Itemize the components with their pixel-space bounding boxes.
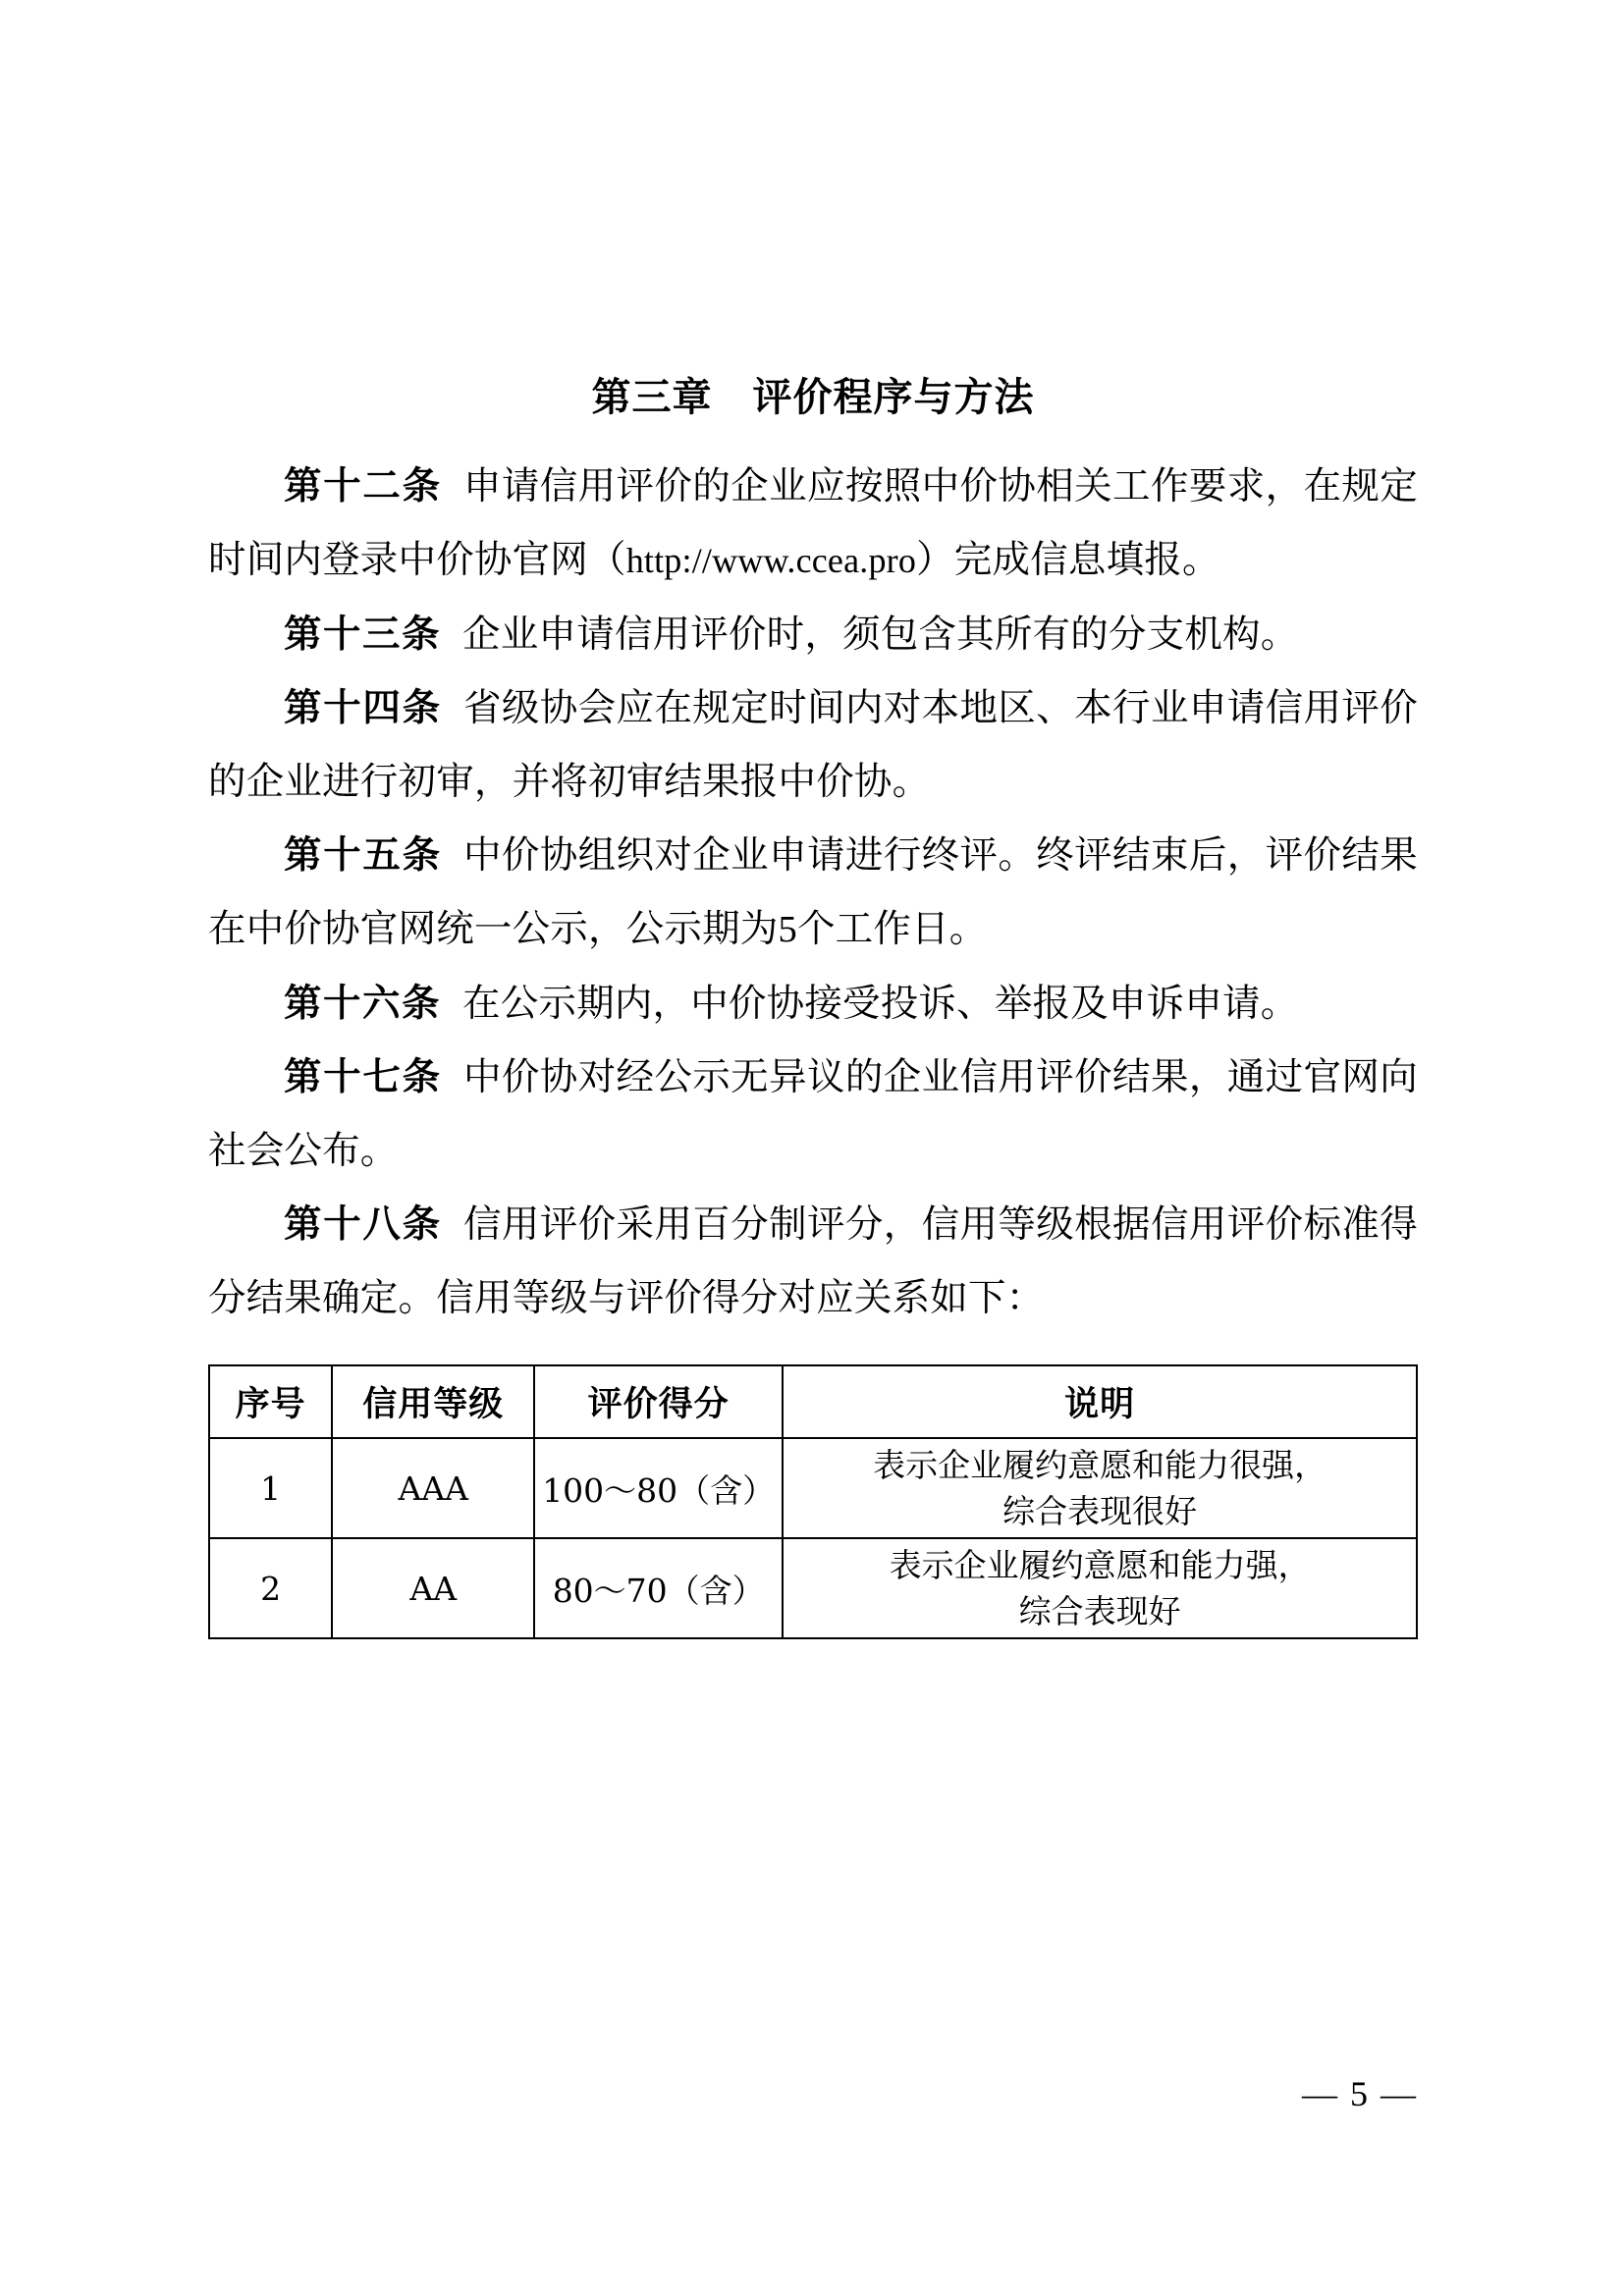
article-paragraph-17 [208,1041,1418,1188]
article-label-17: 第十七条 [284,1056,442,1098]
article-13-body: 企业申请信用评价时，须包含其所有的分支机构。 [462,613,1299,657]
cell-desc-line2: 综合表现很好 [1002,1492,1198,1530]
cell-no: 1 [209,1438,332,1538]
table-body [209,1438,1417,1638]
article-18-body: 信用评价采用百分制评分，信用等级根据信用评价标准得分结果确定。信用等级与评价得分对应关系如下： [208,1202,1418,1320]
article-paragraph-16 [208,967,1418,1041]
column-header-desc: 说明 [783,1365,1417,1438]
cell-desc-line1: 表示企业履约意愿和能力强， [889,1546,1311,1584]
article-label-15: 第十五条 [284,834,442,877]
table-header [209,1365,1417,1438]
cell-desc [783,1538,1417,1638]
page-number: — 5 — [1302,2074,1418,2113]
article-15-body-part2: 个工作日。 [796,907,988,951]
article-label-12: 第十二条 [284,465,442,507]
article-label-14: 第十四条 [284,687,442,729]
cell-score: 100～80（含） [534,1438,783,1538]
column-header-no: 序号 [209,1365,332,1438]
column-header-grade: 信用等级 [332,1365,534,1438]
ccea-url: http://www.ccea.pro [625,541,917,580]
cell-score: 80～70（含） [534,1538,783,1638]
article-paragraph-12 [208,450,1418,598]
article-label-18: 第十八条 [284,1203,442,1246]
article-12-text-after-url: ）完成信息填报。 [916,538,1220,582]
article-label-13: 第十三条 [284,614,442,656]
page-content [208,371,1418,1639]
cell-grade: AAA [332,1438,534,1538]
article-paragraph-14 [208,671,1418,819]
article-14-body: 省级协会应在规定时间内对本地区、本行业申请信用评价的企业进行初审，并将初审结果报中价协。 [208,686,1418,804]
article-label-16: 第十六条 [284,983,442,1025]
article-16-body: 在公示期内，中价协接受投诉、举报及申诉申请。 [462,982,1299,1026]
cell-desc-line2: 综合表现好 [1018,1592,1181,1630]
article-paragraph-13 [208,598,1418,671]
article-17-body: 中价协对经公示无异议的企业信用评价结果，通过官网向社会公布。 [208,1055,1418,1173]
cell-no: 2 [209,1538,332,1638]
column-header-score: 评价得分 [534,1365,783,1438]
table-row [209,1438,1417,1538]
credit-grade-table [208,1364,1418,1639]
table-row [209,1538,1417,1638]
cell-desc-line1: 表示企业履约意愿和能力很强， [873,1446,1327,1484]
table-header-row [209,1365,1417,1438]
cell-grade: AA [332,1538,534,1638]
cell-desc [783,1438,1417,1538]
chapter-title: 第三章 评价程序与方法 [591,376,1035,419]
article-paragraph-15 [208,819,1418,967]
publicity-period-days: 5 [778,909,797,950]
article-15-body-part1: 中价协组织对企业申请进行终评。终评结束后，评价结果在中价协官网统一公示，公示期为 [208,833,1418,951]
article-12-text-before-url: 申请信用评价的企业应按照中价协相关工作要求，在规定时间内登录中价协官网（ [208,464,1418,582]
article-paragraph-18 [208,1188,1418,1335]
credit-grade-table-container [208,1364,1418,1639]
